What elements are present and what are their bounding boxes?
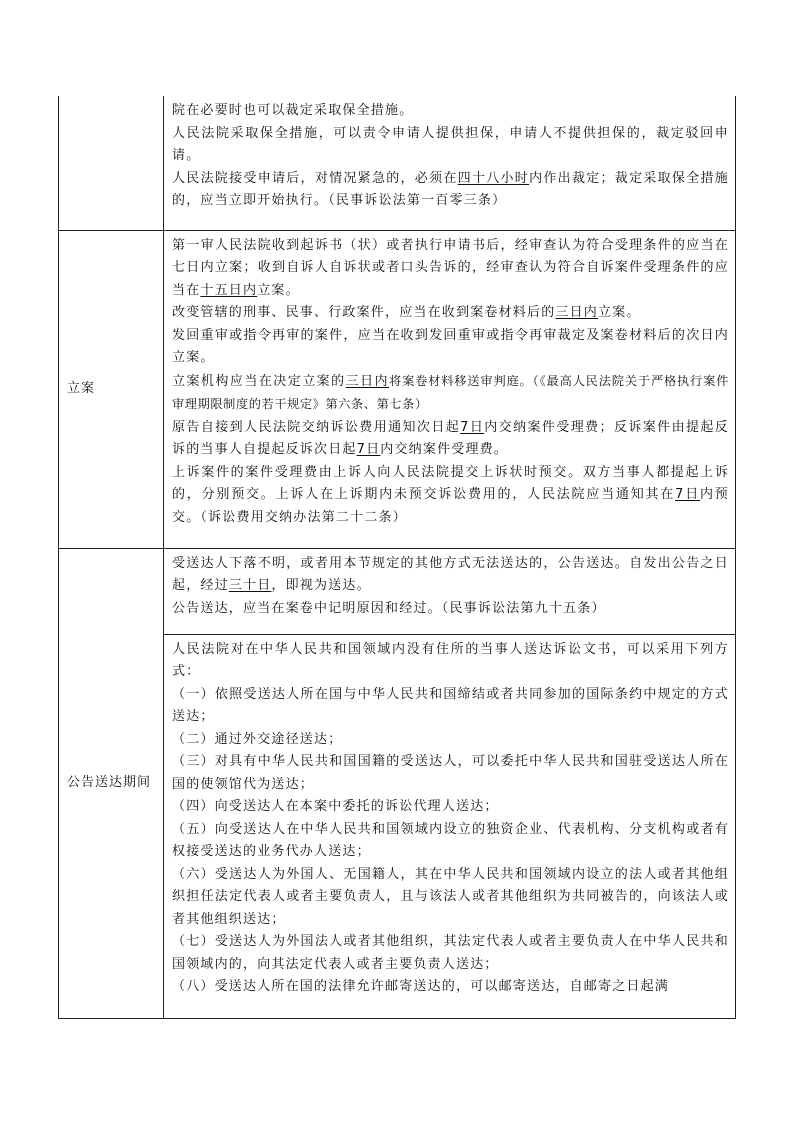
text-segment: （八）受送达人所在国的法律允许邮寄送达的，可以邮寄送达，自邮寄之日起满: [172, 979, 670, 994]
content-block: [172, 553, 729, 621]
row-label-cell: [59, 96, 164, 230]
paragraph: [172, 684, 729, 729]
paragraph: [172, 325, 729, 370]
text-segment: （四）向受送达人在本案中委托的诉讼代理人送达；: [172, 799, 499, 814]
paragraph: [172, 417, 729, 462]
underlined-term: 三日内: [555, 305, 599, 320]
text-segment: 原告自接到人民法院交纳诉讼费用通知次日起: [172, 419, 461, 435]
underlined-term: 7日: [356, 442, 381, 457]
text-segment: 发回重审或指令再审的案件，应当在收到发回重审或指令再审裁定及案卷材料后的次日内立案。: [172, 327, 729, 365]
row-label: 公告送达期间: [67, 775, 152, 790]
underlined-term: 三十日: [228, 578, 272, 593]
text-segment: （三）对具有中华人民共和国国籍的受送达人，可以委托中华人民共和国驻受送达人所在国的使领馆代为送达；: [172, 754, 729, 792]
paragraph: [172, 751, 729, 796]
underlined-term: 三日内: [345, 373, 390, 389]
table-row: [59, 230, 736, 548]
row-content-cell: [164, 634, 736, 1018]
text-segment: 内交纳案件受理费。: [380, 442, 509, 457]
paragraph: [172, 976, 729, 999]
paragraph: [172, 931, 729, 976]
text-segment: 第一审人民法院收到起诉书（状）或者执行申请书后，经审查认为符合受理条件的应当在七日内立案；收到自诉人自诉状或者口头告诉的，经审查认为符合自诉案件受理条件的应当在: [172, 237, 729, 298]
paragraph: [172, 370, 729, 417]
paragraph: [172, 598, 729, 621]
text-segment: 院在必要时也可以裁定采取保全措施。: [172, 103, 414, 118]
paragraph: [172, 123, 729, 168]
paragraph: [172, 729, 729, 752]
underlined-term: 7日: [460, 419, 485, 435]
text-segment: 改变管辖的刑事、民事、行政案件，应当在收到案卷材料后的: [172, 305, 556, 320]
underlined-term: 四十八小时: [457, 170, 530, 186]
text-segment: （二）通过外交途径送达；: [172, 731, 343, 747]
text-segment: 将案卷材料移送审判庭。（《最高人民法院关于严格执行案件审理期限制度的若干规定》第六条、第七条）: [172, 373, 730, 411]
text-segment: 上诉案件的案件受理费由上诉人向人民法院提交上诉状时预交。双方当事人都提起上诉的，分别预交。上诉人在上诉期内未预交诉讼费用的，人民法院应当通知其在: [172, 464, 729, 502]
text-segment: 立案。: [257, 282, 300, 298]
text-segment: （六）受送达人为外国人、无国籍人，其在中华人民共和国领域内设立的法人或者其他组织担任法定代表人或者主要负责人，且与该法人或者其他组织为共同被告的，向该法人或者其他组织送达；: [172, 866, 729, 927]
paragraph: [172, 100, 729, 123]
paragraph: [172, 864, 729, 932]
underlined-term: 7日: [675, 487, 700, 502]
text-segment: （七）受送达人为外国法人或者其他组织，其法定代表人或者主要负责人在中华人民共和国领域内的，向其法定代表人或者主要负责人送达；: [172, 934, 729, 972]
row-label-cell: [59, 548, 164, 1018]
content-block: [172, 235, 729, 530]
row-content-cell: [164, 548, 736, 634]
content-block: [172, 639, 729, 999]
text-segment: 人民法院采取保全措施，可以责令申请人提供担保，申请人不提供担保的，裁定驳回申请。: [172, 125, 729, 163]
row-content-cell: [164, 96, 736, 230]
text-segment: 公告送达，应当在案卷中记明原因和经过。（民事诉讼法第九十五条）: [172, 600, 606, 616]
paragraph: [172, 639, 729, 684]
text-segment: 内作出裁定；裁定采取保全措施的，应当立即开始执行。（民事诉讼法第一百零三条）: [172, 170, 729, 208]
paragraph: [172, 302, 729, 325]
text-segment: 受送达人下落不明，或者用本节规定的其他方式无法送达的，公告送达。自发出公告之日起，经过: [172, 555, 729, 593]
row-label: 立案: [67, 381, 96, 396]
content-block: [172, 100, 729, 213]
text-segment: （一）依照受送达人所在国与中华人民共和国缔结或者共同参加的国际条约中规定的方式送达；: [172, 686, 729, 724]
text-segment: 立案机构应当在决定立案的: [172, 373, 346, 389]
regulation-table: [58, 96, 736, 1019]
paragraph: [172, 462, 729, 530]
text-segment: 内交纳案件受理费；反诉案件由提起反诉的当事人自提起反诉次日起: [172, 419, 729, 457]
text-segment: 人民法院对在中华人民共和国领域内没有住所的当事人送达诉讼文书，可以采用下列方式：: [172, 641, 729, 679]
row-label-cell: [59, 230, 164, 548]
row-content-cell: [164, 230, 736, 548]
paragraph: [172, 553, 729, 598]
text-segment: 人民法院接受申请后，对情况紧急的，必须在: [172, 170, 458, 186]
text-segment: ，即视为送达。: [271, 578, 371, 593]
underlined-term: 十五日内: [200, 282, 258, 298]
paragraph: [172, 796, 729, 819]
paragraph: [172, 819, 729, 864]
text-segment: （五）向受送达人在中华人民共和国领域内设立的独资企业、代表机构、分支机构或者有权接受送达的业务代办人送达；: [172, 821, 729, 859]
text-segment: 内预交。（诉讼费用交纳办法第二十二条）: [172, 487, 729, 525]
text-segment: 立案。: [598, 305, 641, 320]
paragraph: [172, 235, 729, 303]
paragraph: [172, 168, 729, 213]
table-row: [59, 96, 736, 230]
table-row: [59, 548, 736, 634]
